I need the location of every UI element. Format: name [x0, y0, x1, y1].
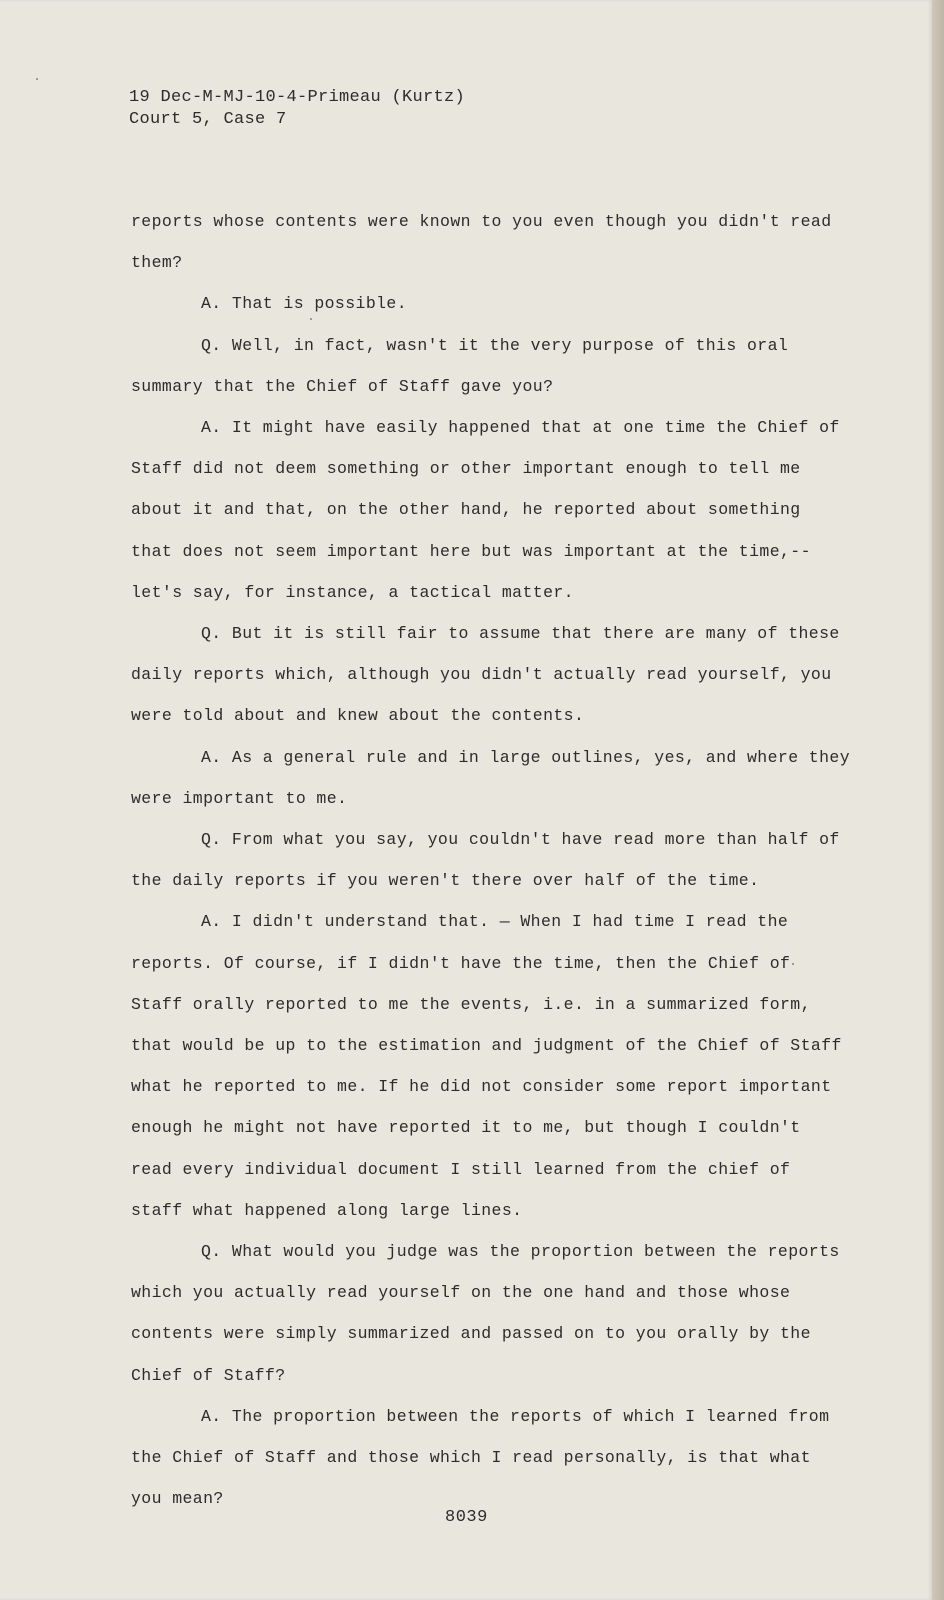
document-header: [129, 87, 465, 131]
header-case-reference: 19 Dec-M-MJ-10-4-Primeau (Kurtz): [129, 88, 466, 107]
transcript-paragraph: Q. From what you say, you couldn't have read more than half of the daily reports if you weren't there over half of the time.: [131, 830, 840, 891]
page-number: 8039: [445, 1508, 488, 1527]
transcript-paragraph: reports whose contents were known to you even though you didn't read them?: [131, 212, 832, 273]
transcript-paragraph: A. As a general rule and in large outlines, yes, and where they were important to me.: [131, 747, 851, 808]
transcript-paragraph: A. It might have easily happened that at one time the Chief of Staff did not deem something or other important enough to tell me about it and that, on the other hand, he reported about something that does not seem important here but was important at the time,--let's say, for instance, a tactical matter.: [131, 418, 840, 602]
transcript-paragraph: A. The proportion between the reports of which I learned from the Chief of Staff and those which I read personally, is that what you mean?: [131, 1406, 830, 1509]
paper-speck: [792, 963, 794, 965]
paper-speck: [310, 318, 312, 320]
transcript-paragraph: Q. Well, in fact, wasn't it the very purpose of this oral summary that the Chief of Staff gave you?: [131, 335, 789, 396]
transcript-body: [131, 201, 851, 1520]
transcript-paragraph: A. That is possible.: [201, 294, 408, 314]
page-edge: [932, 0, 944, 1600]
transcript-paragraph: Q. But it is still fair to assume that there are many of these daily reports which, although you didn't actually read yourself, you were told about and knew about the contents.: [131, 624, 840, 726]
header-court-case: Court 5, Case 7: [129, 110, 287, 129]
transcript-paragraph: Q. What would you judge was the proportion between the reports which you actually read yourself on the one hand and those whose contents were simply summarized and passed on to you orally by the Chief of Staff?: [131, 1242, 840, 1385]
paper-speck: [36, 78, 38, 80]
transcript-paragraph: A. I didn't understand that. — When I had time I read the reports. Of course, if I didn't have the time, then the Chief of Staff orally reported to me the events, i.e. in a summarized form, that would be up to the estimation and judgment of the Chief of Staff what he reported to me. If he did not consider some report important enough he might not have reported it to me, but though I couldn't read every individual document I still learned from the chief of staff what happened along large lines.: [131, 912, 842, 1220]
